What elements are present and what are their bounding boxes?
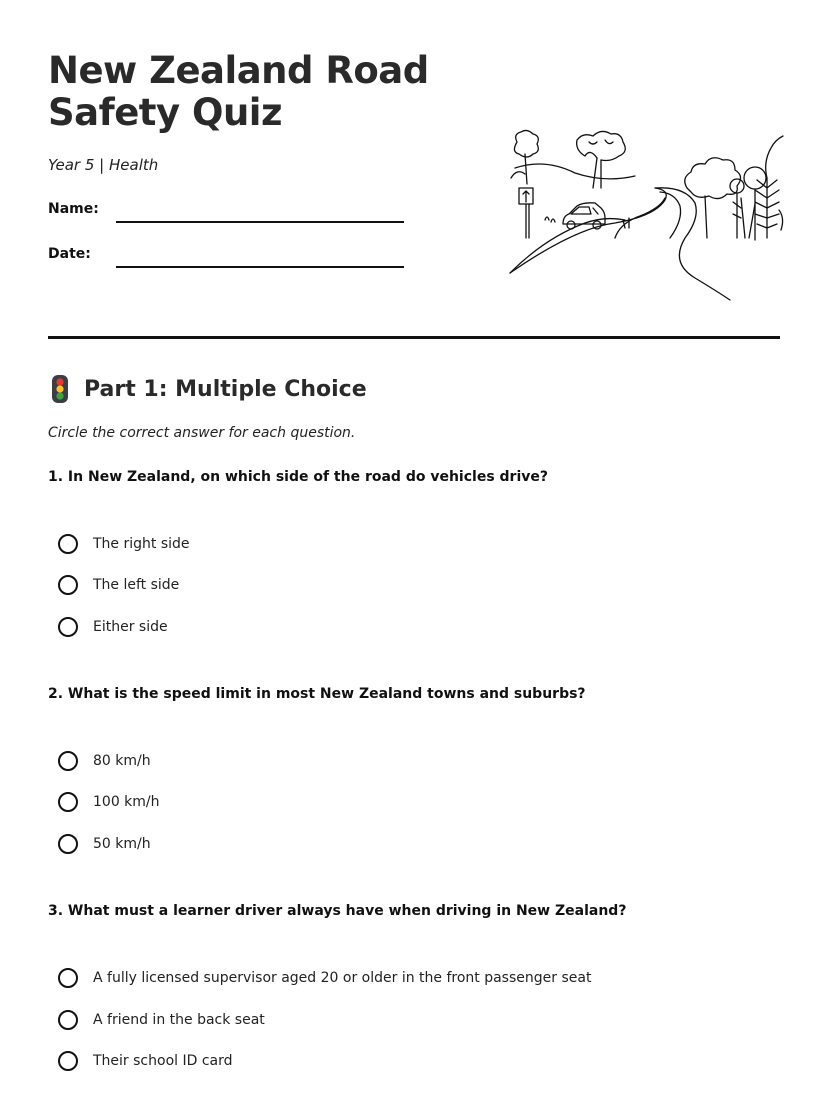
date-field[interactable]	[116, 266, 404, 268]
date-label: Date:	[48, 246, 91, 262]
question-3: 3. What must a learner driver always have when driving in New Zealand?	[48, 903, 627, 919]
traffic-light-icon	[48, 374, 72, 404]
q3-option-1[interactable]	[58, 966, 591, 990]
option-label: The left side	[93, 577, 180, 593]
name-field[interactable]	[116, 221, 404, 223]
q1-option-3[interactable]	[58, 615, 168, 639]
part1-heading	[48, 374, 367, 404]
radio-circle-icon[interactable]	[58, 751, 78, 771]
radio-circle-icon[interactable]	[58, 617, 78, 637]
part1-title: Part 1: Multiple Choice	[84, 376, 367, 402]
radio-circle-icon[interactable]	[58, 1010, 78, 1030]
option-label: A friend in the back seat	[93, 1012, 265, 1028]
q1-option-1[interactable]	[58, 532, 190, 556]
radio-circle-icon[interactable]	[58, 534, 78, 554]
option-label: The right side	[93, 536, 190, 552]
q2-option-2[interactable]	[58, 790, 160, 814]
name-label: Name:	[48, 201, 99, 217]
radio-circle-icon[interactable]	[58, 575, 78, 595]
question-2: 2. What is the speed limit in most New Zealand towns and suburbs?	[48, 686, 586, 702]
class-subtitle: Year 5 | Health	[48, 156, 159, 174]
title-line-2: Safety Quiz	[48, 91, 283, 134]
option-label: 80 km/h	[93, 753, 151, 769]
part1-instructions: Circle the correct answer for each question.	[48, 425, 356, 441]
option-label: Their school ID card	[93, 1053, 233, 1069]
radio-circle-icon[interactable]	[58, 834, 78, 854]
radio-circle-icon[interactable]	[58, 968, 78, 988]
winding-road-illustration	[505, 128, 785, 306]
page-title	[48, 50, 429, 134]
q3-option-3[interactable]	[58, 1049, 233, 1073]
option-label: A fully licensed supervisor aged 20 or older in the front passenger seat	[93, 970, 592, 986]
radio-circle-icon[interactable]	[58, 1051, 78, 1071]
q2-option-1[interactable]	[58, 749, 151, 773]
q3-option-2[interactable]	[58, 1008, 265, 1032]
q1-option-2[interactable]	[58, 573, 179, 597]
option-label: 100 km/h	[93, 794, 160, 810]
title-line-1: New Zealand Road	[48, 49, 429, 92]
option-label: 50 km/h	[93, 836, 151, 852]
option-label: Either side	[93, 619, 168, 635]
question-1: 1. In New Zealand, on which side of the road do vehicles drive?	[48, 469, 548, 485]
section-divider	[48, 336, 780, 339]
radio-circle-icon[interactable]	[58, 792, 78, 812]
q2-option-3[interactable]	[58, 832, 151, 856]
